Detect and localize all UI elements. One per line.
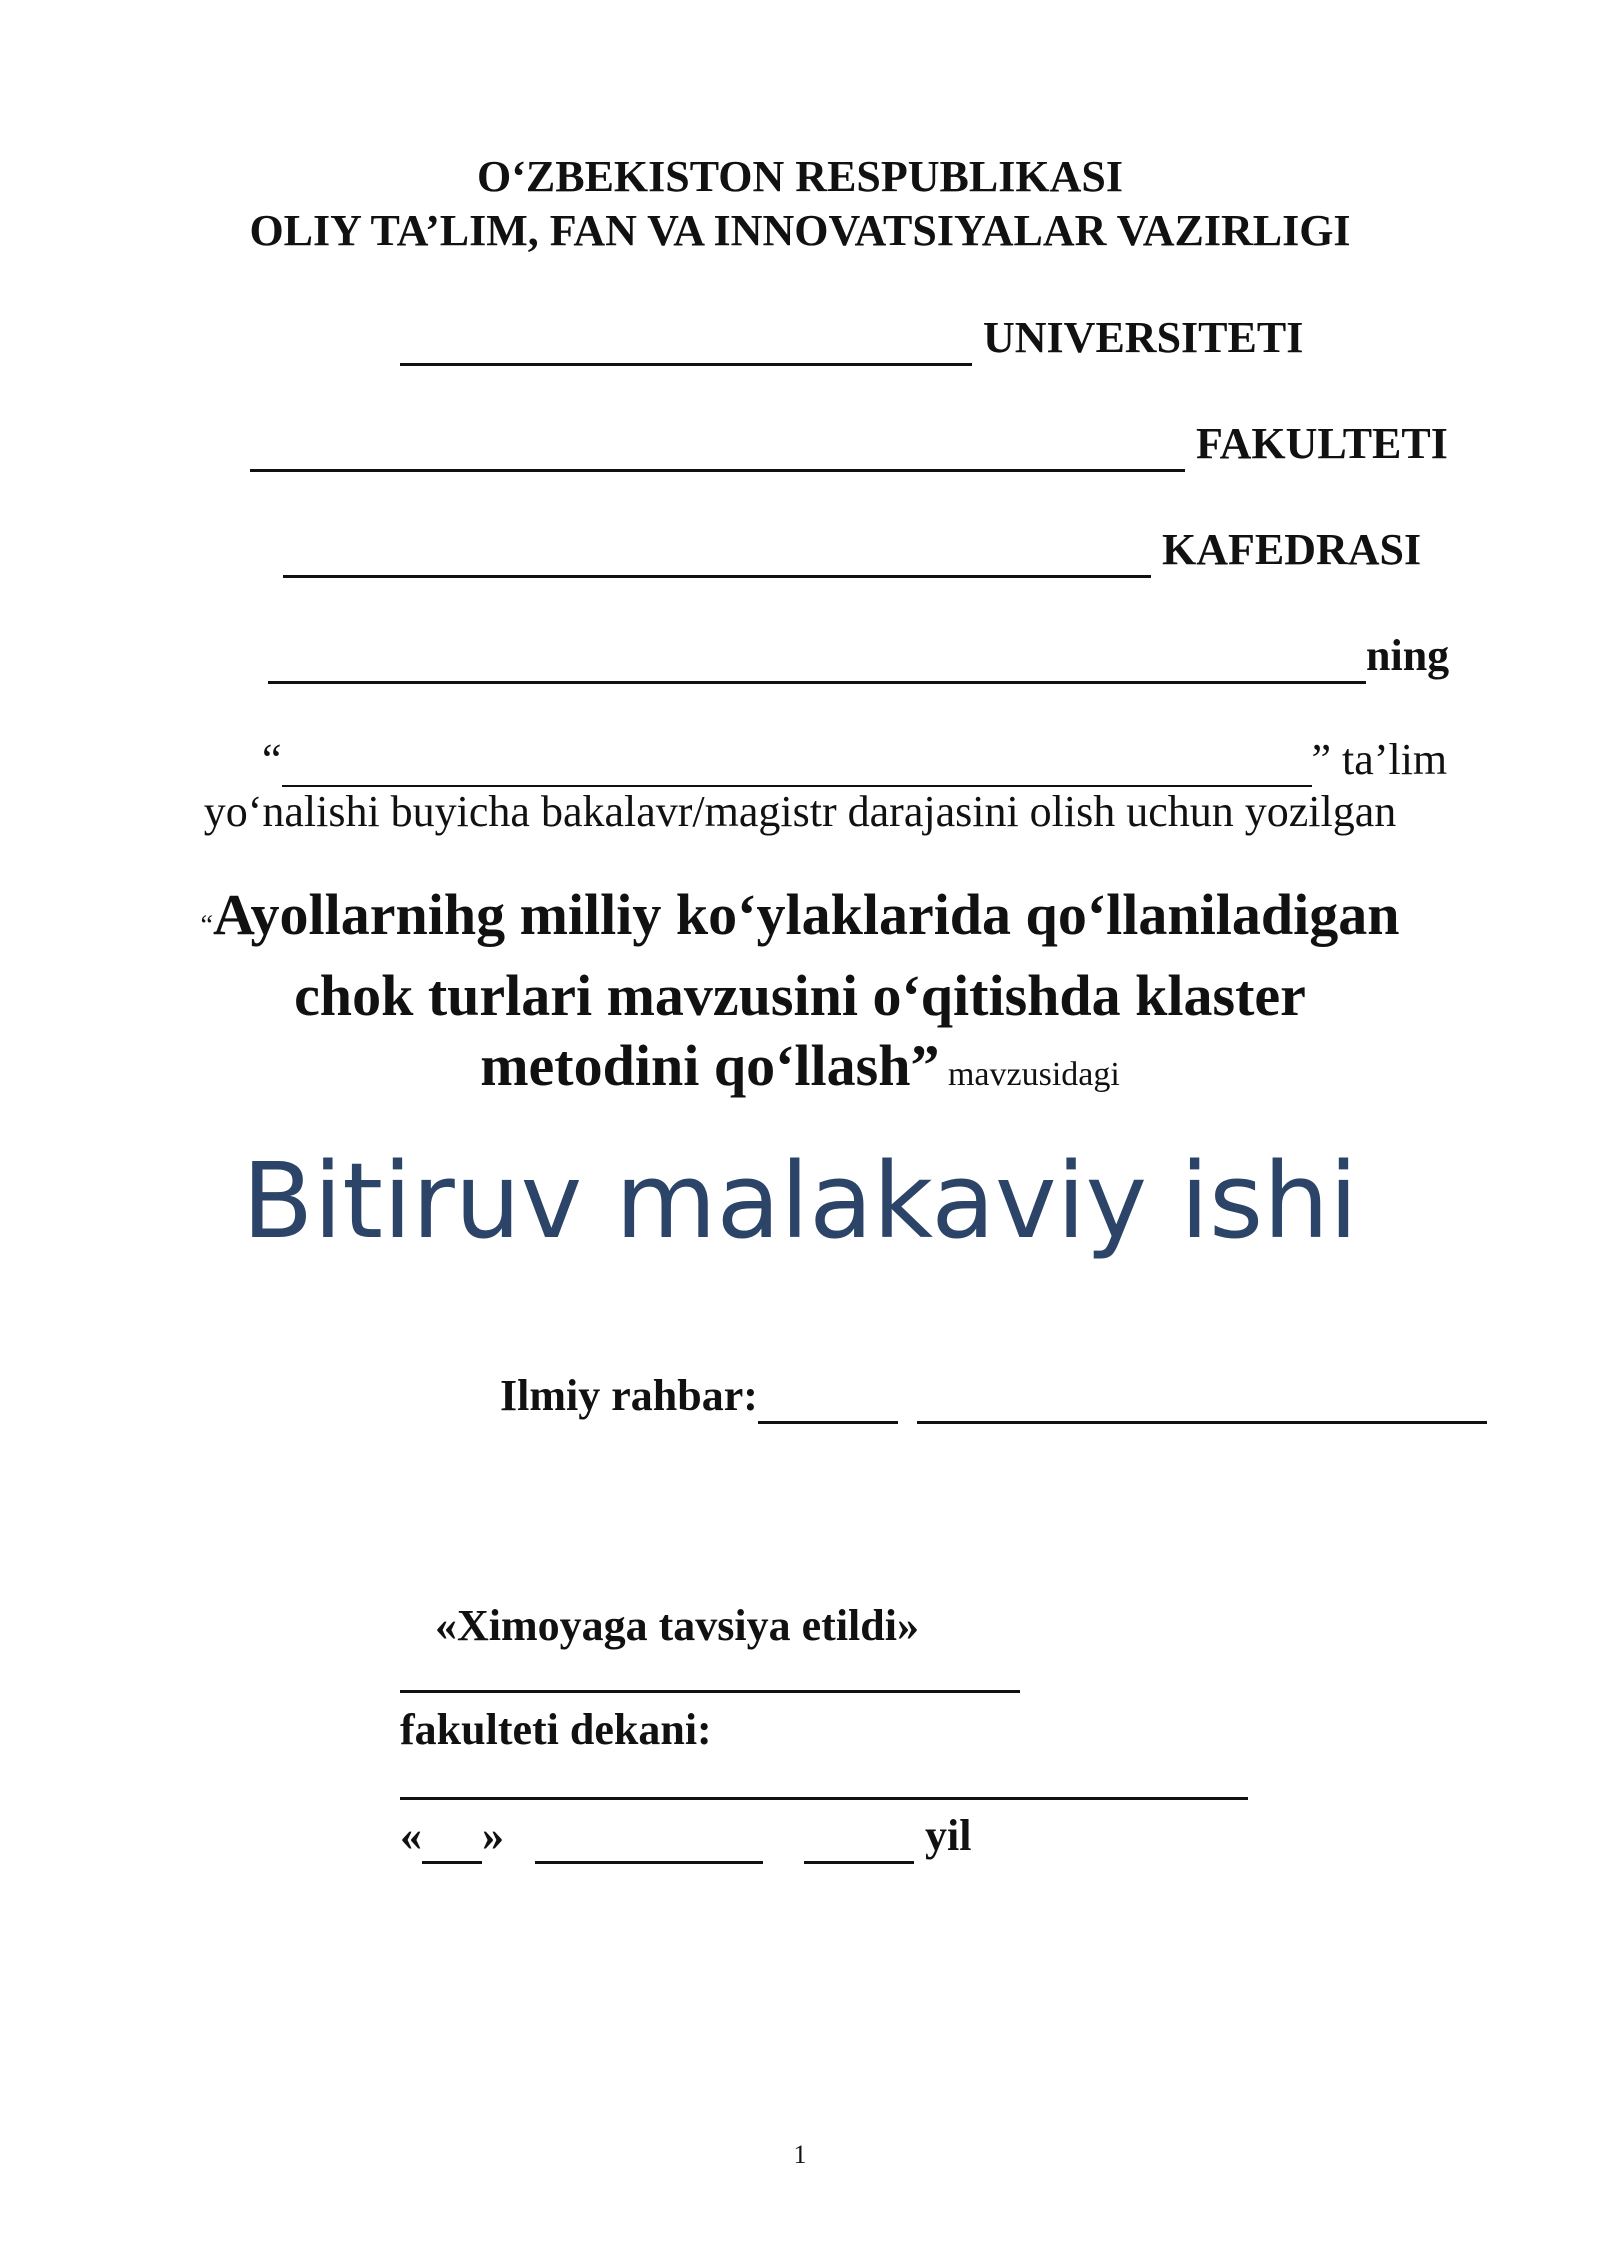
department-blank	[283, 524, 1151, 578]
date-line	[400, 1810, 971, 1864]
student-blank	[268, 630, 1366, 684]
year-blank	[804, 1810, 914, 1864]
supervisor-blank-1	[758, 1370, 898, 1424]
thesis-topic	[0, 880, 1600, 1110]
topic-line-1-text: Ayollarnihg milliy ko‘ylaklarida qo‘llaniladigan	[212, 882, 1400, 947]
supervisor-blank-2	[917, 1370, 1487, 1424]
dean-faculty-blank	[400, 1690, 1020, 1693]
faculty-blank	[250, 418, 1185, 472]
month-blank	[535, 1810, 763, 1864]
direction-suffix: ” ta’lim	[1311, 735, 1448, 784]
student-suffix: ning	[1366, 631, 1450, 680]
direction-line-2: yo‘nalishi buyicha bakalavr/magistr darajasini olish uchun yozilgan	[203, 787, 1397, 836]
dean-name-blank	[400, 1797, 1248, 1800]
date-close: »	[482, 1811, 504, 1860]
department-label: KAFEDRASI	[1162, 525, 1422, 574]
dean-label: fakulteti dekani:	[400, 1705, 712, 1754]
date-open: «	[400, 1811, 422, 1860]
year-label: yil	[925, 1811, 972, 1860]
topic-suffix: mavzusidagi	[939, 1056, 1120, 1093]
work-type-title: Bitiruv malakaviy ishi	[242, 1140, 1358, 1262]
direction-line-1	[262, 734, 1447, 787]
topic-close-quote: ”	[910, 1033, 940, 1098]
day-blank	[422, 1810, 482, 1864]
supervisor-label: Ilmiy rahbar:	[500, 1371, 758, 1420]
direction-blank	[282, 734, 1312, 787]
recommended-label: «Ximoyaga tavsiya etildi»	[435, 1601, 919, 1650]
supervisor-line	[500, 1370, 1487, 1424]
page-number: 1	[793, 2140, 807, 2169]
topic-line-2: chok turlari mavzusini o‘qitishda klaster	[294, 963, 1306, 1028]
topic-line-3-text: metodini qo‘llash	[480, 1033, 911, 1098]
department-line	[283, 524, 1421, 578]
student-line	[268, 630, 1449, 684]
university-line	[400, 312, 1303, 366]
topic-open-quote: “	[200, 910, 213, 941]
ministry-header	[0, 150, 1600, 258]
direction-open-quote: “	[262, 735, 282, 784]
faculty-line	[250, 418, 1448, 472]
faculty-label: FAKULTETI	[1196, 419, 1448, 468]
ministry-title: OLIY TA’LIM, FAN VA INNOVATSIYALAR VAZIRLIGI	[249, 206, 1351, 255]
university-label: UNIVERSITETI	[983, 313, 1304, 362]
republic-title: O‘ZBEKISTON RESPUBLIKASI	[477, 152, 1123, 201]
topic-line-3	[0, 1031, 1600, 1110]
topic-line-1	[0, 880, 1600, 961]
university-blank	[400, 312, 972, 366]
